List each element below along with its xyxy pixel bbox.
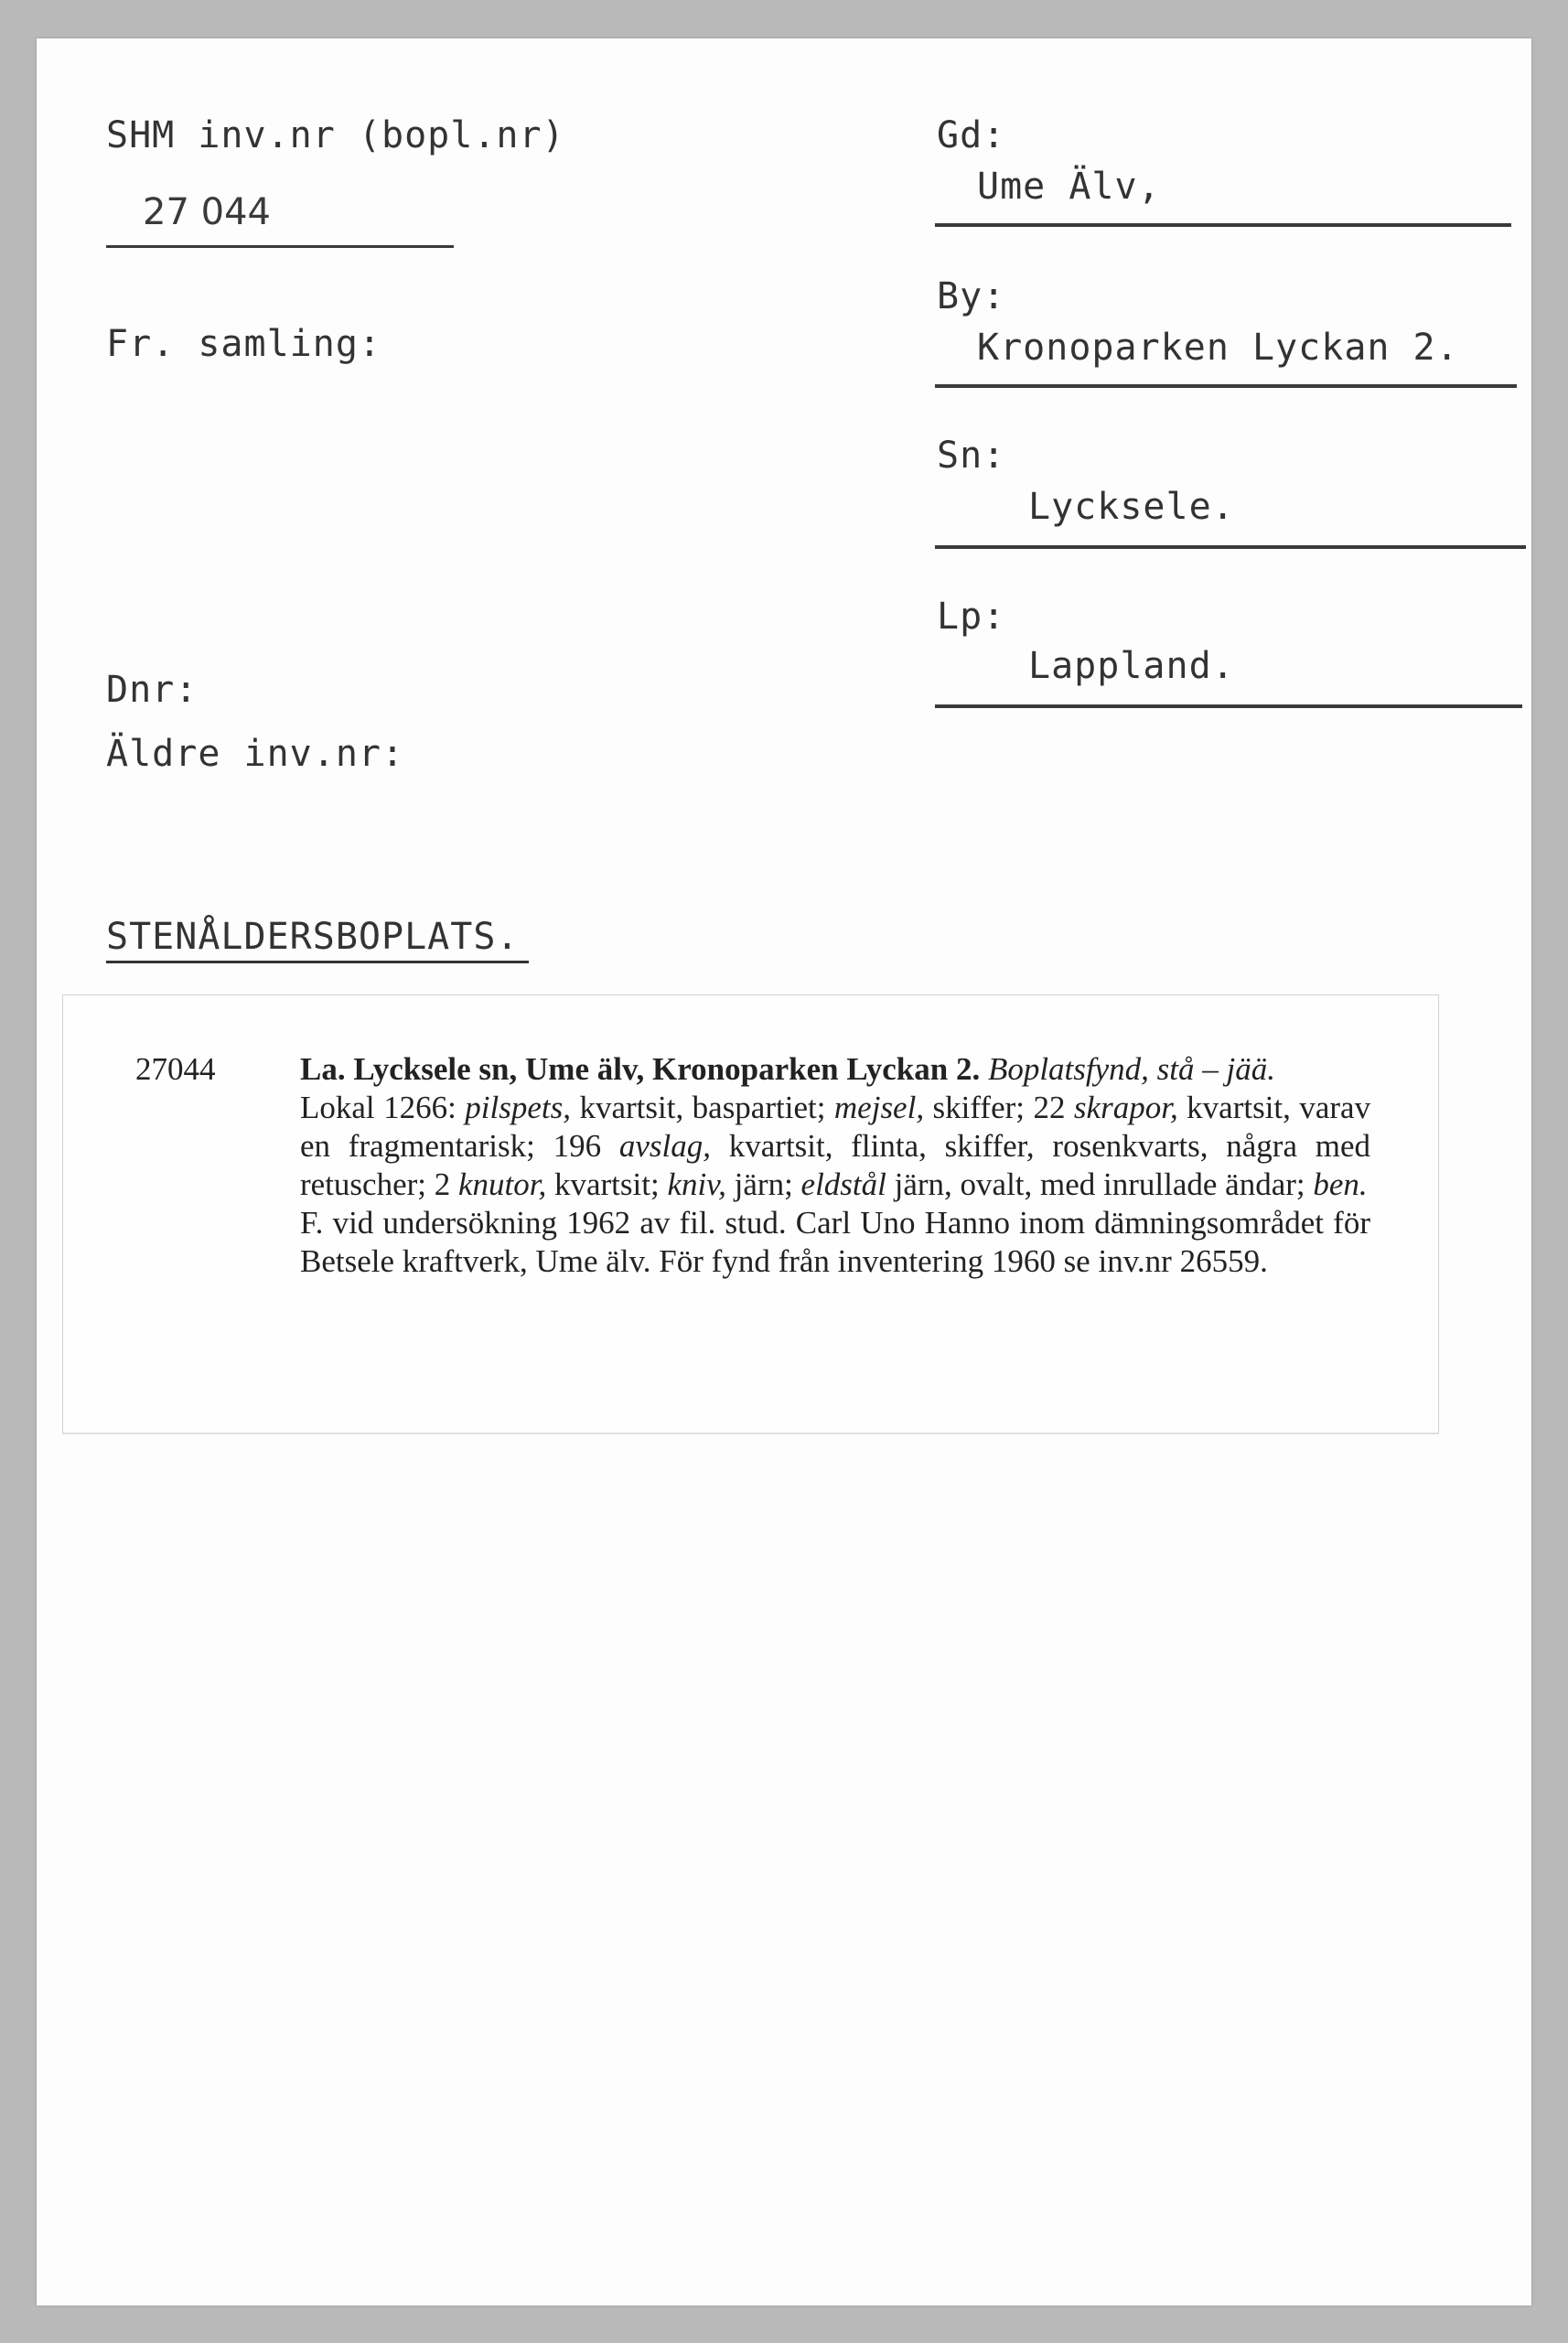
- slip-item-7: eldstål: [800, 1166, 886, 1202]
- inv-label: SHM inv.nr (bopl.nr): [106, 114, 565, 156]
- slip-item-4: avslag,: [618, 1128, 712, 1164]
- lp-value: Lappland.: [1028, 645, 1235, 687]
- slip-lokal-prefix: Lokal 1266:: [300, 1090, 456, 1125]
- sn-value: Lycksele.: [1028, 486, 1235, 528]
- slip-heading: [300, 1050, 1370, 1089]
- slip-item-4-rest: kvartsit, flinta, skiffer, rosenkvarts, några med retuscher; 2: [300, 1128, 1370, 1202]
- inv-underline: [106, 245, 454, 248]
- dnr-label: Dnr:: [106, 669, 199, 711]
- lp-rule: [935, 704, 1522, 708]
- category-title: STENÅLDERSBOPLATS.: [106, 916, 520, 958]
- by-label: By:: [937, 275, 1006, 317]
- by-value: Kronoparken Lyckan 2.: [977, 327, 1459, 369]
- slip-item-8: ben.: [1313, 1166, 1368, 1202]
- gd-rule: [935, 223, 1511, 227]
- slip-item-2: mejsel,: [833, 1090, 925, 1125]
- slip-item-7-rest: järn, ovalt, med inrullade ändar;: [894, 1166, 1305, 1202]
- slip-heading-location: La. Lycksele sn, Ume älv, Kronoparken Lyckan 2.: [300, 1051, 981, 1087]
- slip-number: 27044: [135, 1051, 216, 1087]
- slip-item-3: skrapor,: [1073, 1090, 1178, 1125]
- slip-found-paragraph: F. vid undersökning 1962 av fil. stud. Carl Uno Hanno inom dämningsområdet för Betsele kraftverk, Ume älv. För fynd från inventering 1960 se inv.nr 26559.: [300, 1205, 1370, 1279]
- slip-item-2-rest: skiffer; 22: [932, 1090, 1066, 1125]
- slip-heading-type: Boplatsfynd, stå – jää.: [987, 1051, 1275, 1087]
- sn-rule: [935, 545, 1526, 549]
- gd-value: Ume Älv,: [977, 166, 1161, 208]
- inv-value: 27 044: [143, 191, 271, 233]
- slip-item-6: kniv,: [667, 1166, 726, 1202]
- lp-label: Lp:: [937, 596, 1006, 638]
- slip-item-3-rest: kvartsit, varav en fragmentarisk; 196: [300, 1090, 1371, 1164]
- by-rule: [935, 384, 1517, 388]
- category-underline: [106, 961, 529, 963]
- gd-label: Gd:: [937, 114, 1006, 156]
- aldre-inv-label: Äldre inv.nr:: [106, 733, 405, 775]
- slip-item-5: knutor,: [457, 1166, 547, 1202]
- slip-text: [300, 1050, 1370, 1281]
- sn-label: Sn:: [937, 435, 1006, 477]
- slip-item-1: pilspets,: [465, 1090, 571, 1125]
- fr-samling-label: Fr. samling:: [106, 323, 381, 365]
- slip-item-1-rest: kvartsit, baspartiet;: [579, 1090, 826, 1125]
- slip-item-6-rest: järn;: [734, 1166, 793, 1202]
- slip-item-5-rest: kvartsit;: [553, 1166, 660, 1202]
- slip-lokal-paragraph: [300, 1089, 1370, 1204]
